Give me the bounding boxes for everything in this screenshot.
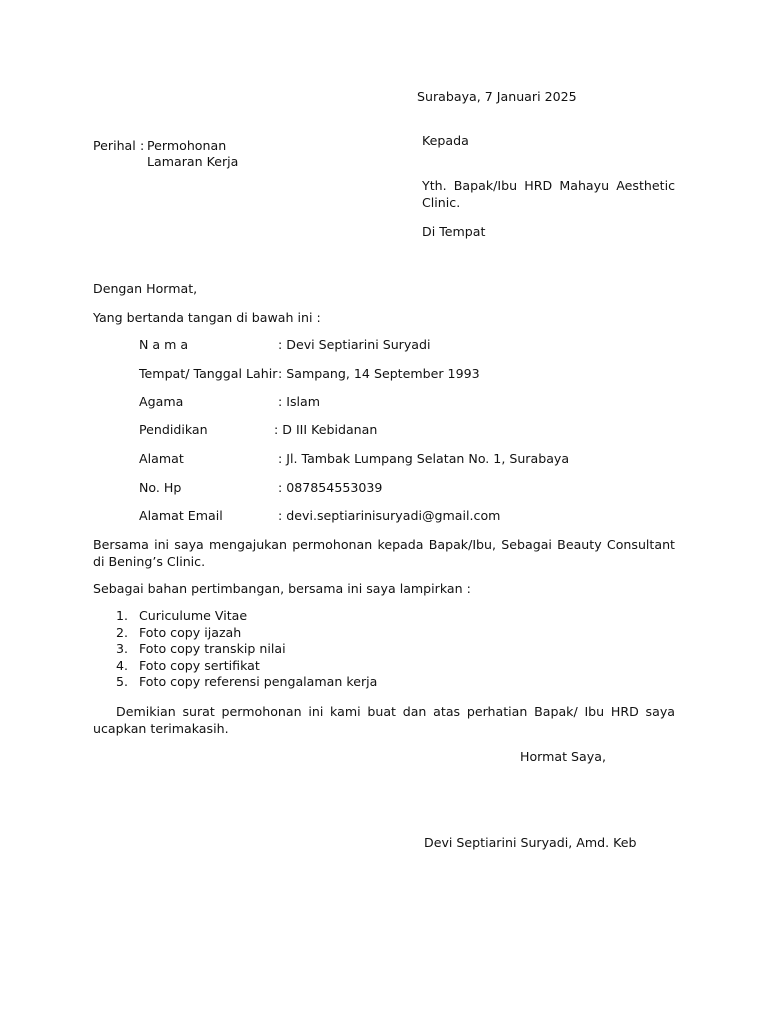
field-value-hp: : 087854553039 xyxy=(278,480,383,495)
field-value-pendidikan: : D III Kebidanan xyxy=(274,422,378,437)
subject-separator: : xyxy=(140,138,145,153)
closing-paragraph: Demikian surat permohonan ini kami buat dan atas perhatian Bapak/ Ibu HRD saya ucapkan terimakasih. xyxy=(93,704,675,736)
field-label-email: Alamat Email xyxy=(139,508,223,523)
list-item-text: Foto copy ijazah xyxy=(139,624,242,640)
list-item xyxy=(93,625,393,642)
field-label-ttl: Tempat/ Tanggal Lahir xyxy=(139,366,278,381)
list-item-text: Foto copy referensi pengalaman kerja xyxy=(139,674,378,689)
list-item-number: 5. xyxy=(116,674,129,689)
intro-text: Yang bertanda tangan di bawah ini : xyxy=(93,310,321,325)
signature-name: Devi Septiarini Suryadi, Amd. Keb xyxy=(424,835,637,850)
list-item-text: Foto copy sertifikat xyxy=(139,657,260,673)
subject-line-1: Permohonan xyxy=(147,138,227,153)
regards: Hormat Saya, xyxy=(520,749,606,764)
list-item xyxy=(93,641,393,658)
field-label-agama: Agama xyxy=(139,394,184,409)
field-value-email: : devi.septiarinisuryadi@gmail.com xyxy=(278,508,501,523)
field-value-nama: : Devi Septiarini Suryadi xyxy=(278,337,431,352)
list-item-number: 1. xyxy=(116,608,129,623)
body-paragraph-1: Bersama ini saya mengajukan permohonan kepada Bapak/Ibu, Sebagai Beauty Consultant di Bening’s Clinic. xyxy=(93,537,675,569)
list-item xyxy=(93,608,393,625)
recipient-place: Di Tempat xyxy=(422,224,486,239)
subject-label: Perihal xyxy=(93,138,136,153)
list-item-text: Foto copy transkip nilai xyxy=(139,641,286,656)
attachment-list xyxy=(93,608,393,691)
body-paragraph-2: Sebagai bahan pertimbangan, bersama ini saya lampirkan : xyxy=(93,581,471,596)
field-value-alamat: : Jl. Tambak Lumpang Selatan No. 1, Surabaya xyxy=(278,451,570,466)
recipient-to: Kepada xyxy=(422,133,469,148)
list-item-number: 2. xyxy=(116,624,129,640)
field-label-pendidikan: Pendidikan xyxy=(139,422,208,437)
subject-line-2: Lamaran Kerja xyxy=(147,154,239,169)
list-item xyxy=(93,658,393,675)
list-item-number: 3. xyxy=(116,641,129,656)
field-value-ttl: : Sampang, 14 September 1993 xyxy=(278,366,480,381)
field-label-hp: No. Hp xyxy=(139,480,182,495)
field-label-nama: N a m a xyxy=(139,337,189,352)
salutation: Dengan Hormat, xyxy=(93,281,198,296)
list-item-number: 4. xyxy=(116,657,129,673)
list-item xyxy=(93,674,393,691)
place-date: Surabaya, 7 Januari 2025 xyxy=(417,89,577,104)
field-value-agama: : Islam xyxy=(278,394,321,409)
field-label-alamat: Alamat xyxy=(139,451,184,466)
list-item-text: Curiculume Vitae xyxy=(139,608,248,623)
recipient-name: Yth. Bapak/Ibu HRD Mahayu Aesthetic Clinic. xyxy=(422,178,675,210)
